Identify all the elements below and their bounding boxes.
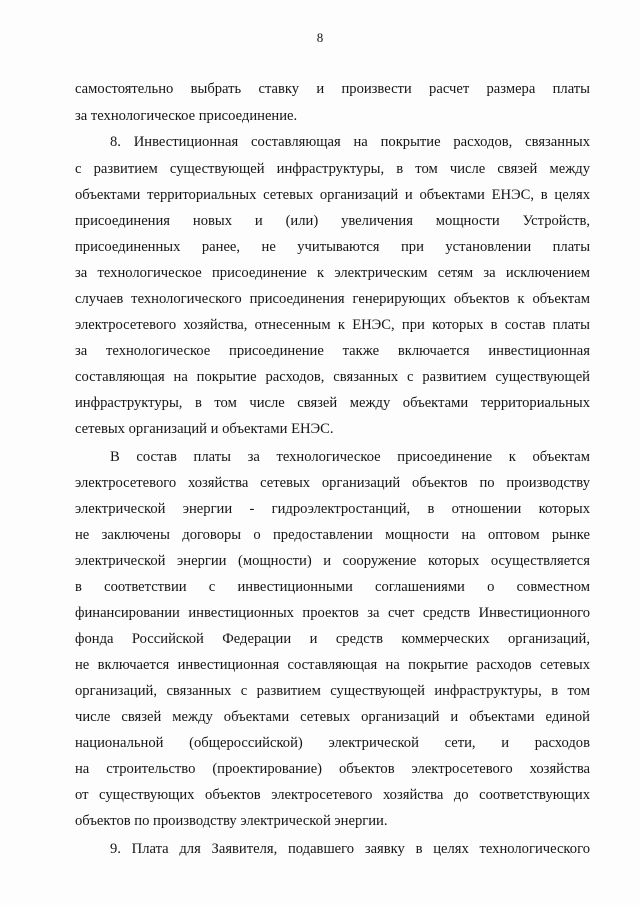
- text-line: на строительство (проектирование) объектов электросетевого хозяйства: [75, 761, 590, 777]
- text-line: финансировании инвестиционных проектов за счет средств Инвестиционного: [75, 605, 590, 621]
- text-line: присоединенных ранее, не учитываются при установлении платы: [75, 239, 590, 255]
- text-line: инфраструктуры, в том числе связей между объектами территориальных: [75, 395, 590, 411]
- text-line: составляющая на покрытие расходов, связанных с развитием существующей: [75, 369, 590, 385]
- text-line: 9. Плата для Заявителя, подавшего заявку в целях технологического: [110, 841, 590, 857]
- text-line: сетевых организаций и объектами ЕНЭС.: [75, 421, 334, 437]
- text-line: не включается инвестиционная составляющая на покрытие расходов сетевых: [75, 657, 590, 673]
- text-line: от существующих объектов электросетевого хозяйства до соответствующих: [75, 787, 590, 803]
- text-line: за технологическое присоединение также включается инвестиционная: [75, 343, 590, 359]
- text-line: за технологическое присоединение.: [75, 108, 298, 124]
- text-line: присоединения новых и (или) увеличения мощности Устройств,: [75, 213, 590, 229]
- text-line: электрической энергии - гидроэлектростанций, в отношении которых: [75, 501, 590, 517]
- text-line: не заключены договоры о предоставлении мощности на оптовом рынке: [75, 527, 590, 543]
- text-line: самостоятельно выбрать ставку и произвести расчет размера платы: [75, 81, 590, 97]
- text-line: электросетевого хозяйства сетевых организаций объектов по производству: [75, 475, 590, 491]
- text-line: национальной (общероссийской) электрической сети, и расходов: [75, 735, 590, 751]
- text-line: фонда Российской Федерации и средств коммерческих организаций,: [75, 631, 590, 647]
- text-line: 8. Инвестиционная составляющая на покрытие расходов, связанных: [110, 134, 590, 150]
- text-line: организаций, связанных с развитием существующей инфраструктуры, в том: [75, 683, 590, 699]
- text-line: за технологическое присоединение к электрическим сетям за исключением: [75, 265, 590, 281]
- text-line: числе связей между объектами сетевых организаций и объектами единой: [75, 709, 590, 725]
- text-line: в соответствии с инвестиционными соглашениями о совместном: [75, 579, 590, 595]
- text-line: В состав платы за технологическое присоединение к объектам: [110, 449, 590, 465]
- page-number: 8: [316, 30, 324, 45]
- text-line: объектов по производству электрической энергии.: [75, 813, 388, 829]
- text-line: случаев технологического присоединения генерирующих объектов к объектам: [75, 291, 590, 307]
- text-line: с развитием существующей инфраструктуры, в том числе связей между: [75, 161, 590, 177]
- text-line: электросетевого хозяйства, отнесенным к ЕНЭС, при которых в состав платы: [75, 317, 590, 333]
- text-line: электрической энергии (мощности) и сооружение которых осуществляется: [75, 553, 590, 569]
- text-line: объектами территориальных сетевых организаций и объектами ЕНЭС, в целях: [75, 187, 590, 203]
